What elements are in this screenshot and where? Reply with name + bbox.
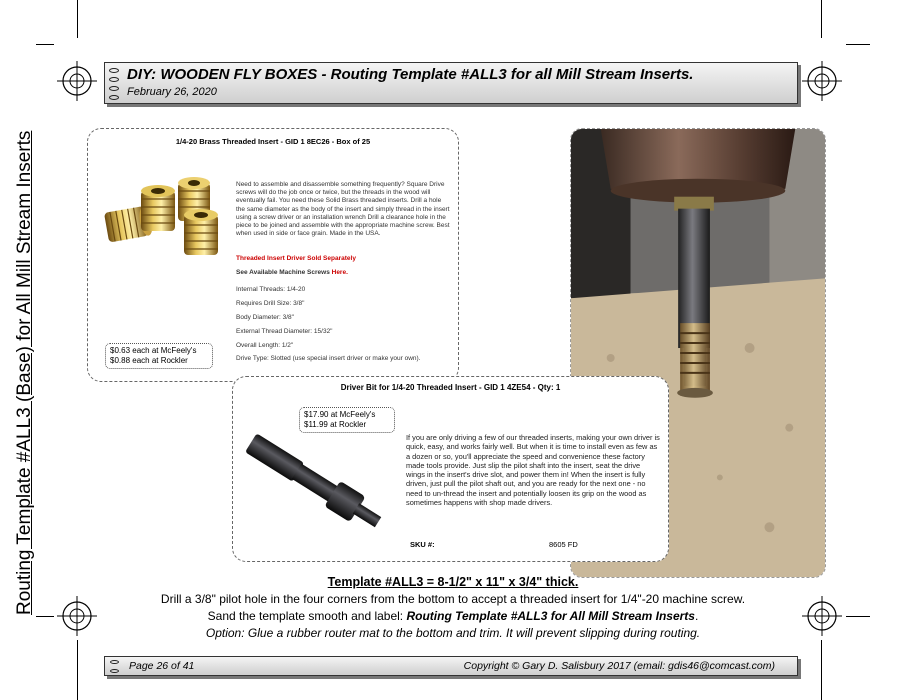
- header-banner: [104, 62, 798, 104]
- spec-drill-size: Requires Drill Size: 3/8": [236, 300, 305, 307]
- registration-mark-bottom-right: [802, 596, 842, 636]
- side-title: Routing Template #ALL3 (Base) for All Mill Stream Inserts: [14, 130, 35, 615]
- price-box: [105, 343, 213, 369]
- instruction-sand-prefix: Sand the template smooth and label:: [207, 609, 407, 623]
- page-number: Page 26 of 41: [129, 660, 195, 672]
- machine-screws-link[interactable]: Here.: [331, 269, 348, 276]
- price-mcfeelys: $17.90 at McFeely's: [304, 410, 376, 419]
- product-description: If you are only driving a few of our threaded inserts, making your own driver is quick, easy, and works fairly well. But when it is time to install even as few as a dozen or so, you'll appreciate the speed and convenience these factory made tools provide. Just slip the pilot shaft into the insert, seat the drive wings in the insert's drive slot, and power them in! When the insert is fully driven, just pull the pilot shaft out, and you are ready for the next one - no need to un-thread the insert and potentially loosen its grip on the wood as sometimes happens with shop made drivers.: [406, 433, 660, 508]
- spec-internal-threads: Internal Threads: 1/4-20: [236, 286, 306, 293]
- trim-line: [77, 0, 78, 38]
- product-card-threaded-insert: [87, 128, 459, 382]
- product-card-driver-bit: [232, 376, 669, 562]
- trim-line: [36, 616, 54, 617]
- trim-line: [846, 616, 870, 617]
- spiral-binding-icon: [107, 658, 121, 675]
- instruction-drill: Drill a 3/8" pilot hole in the four corners from the bottom to accept a threaded insert for 1/4"-20 machine screw.: [160, 592, 746, 606]
- price-rockler: $11.99 at Rockler: [304, 420, 367, 429]
- spec-drive-type: Drive Type: Slotted (use special insert driver or make your own).: [236, 355, 421, 362]
- footer-banner: [104, 656, 798, 676]
- product-heading: 1/4-20 Brass Threaded Insert - GID 1 8EC26 - Box of 25: [175, 137, 371, 146]
- price-mcfeelys: $0.63 each at McFeely's: [110, 346, 197, 355]
- instruction-option: Option: Glue a rubber router mat to the bottom and trim. It will prevent slipping during routing.: [205, 626, 701, 640]
- see-prefix: See Available Machine Screws: [236, 269, 332, 276]
- instruction-sand-suffix: .: [694, 609, 699, 623]
- document-date: February 26, 2020: [127, 86, 217, 98]
- instruction-sand: [108, 608, 798, 625]
- trim-line: [36, 44, 54, 45]
- template-heading: Template #ALL3 = 8-1/2" x 11" x 3/4" thick.: [327, 575, 579, 589]
- document-title: DIY: WOODEN FLY BOXES - Routing Template #ALL3 for all Mill Stream Inserts.: [127, 66, 694, 83]
- trim-line: [821, 0, 822, 38]
- driver-note[interactable]: Threaded Insert Driver Sold Separately: [236, 255, 356, 262]
- copyright: Copyright © Gary D. Salisbury 2017 (email: gdis46@comcast.com): [463, 660, 775, 672]
- trim-line: [821, 640, 822, 700]
- product-description: Need to assemble and disassemble something frequently? Square Drive screws will do the job once or twice, but the threads in the wood will eventually fail. You need these Solid Brass threaded inserts. Drill a hole the same diameter as the body of the insert and simply thread in the insert using a screw driver or an installation wrench Drill a clearance hole in the piece to be joined and assemble with the appropriate machine screw. Best when used in side or face grain. Made in the USA.: [236, 181, 450, 238]
- spec-body-diameter: Body Diameter: 3/8": [236, 314, 294, 321]
- spec-external-thread-diameter: External Thread Diameter: 15/32": [236, 328, 333, 335]
- price-rockler: $0.88 each at Rockler: [110, 356, 188, 365]
- trim-line: [846, 44, 870, 45]
- machine-screws-note: [236, 269, 348, 276]
- template-label-text: Routing Template #ALL3 for All Mill Stream Inserts: [406, 609, 695, 623]
- sku-value: 8605 FD: [549, 540, 578, 549]
- brass-inserts-image: [96, 173, 226, 263]
- sku-label: SKU #:: [410, 540, 435, 549]
- registration-mark-top-right: [802, 61, 842, 101]
- spiral-binding-icon: [107, 66, 121, 102]
- product-heading: Driver Bit for 1/4-20 Threaded Insert - GID 1 4ZE54 - Qty: 1: [340, 383, 561, 392]
- registration-mark-top-left: [57, 61, 97, 101]
- driver-bit-image: [241, 425, 393, 543]
- template-instructions: [108, 574, 798, 642]
- trim-line: [77, 640, 78, 700]
- spec-overall-length: Overall Length: 1/2": [236, 342, 294, 349]
- registration-mark-bottom-left: [57, 596, 97, 636]
